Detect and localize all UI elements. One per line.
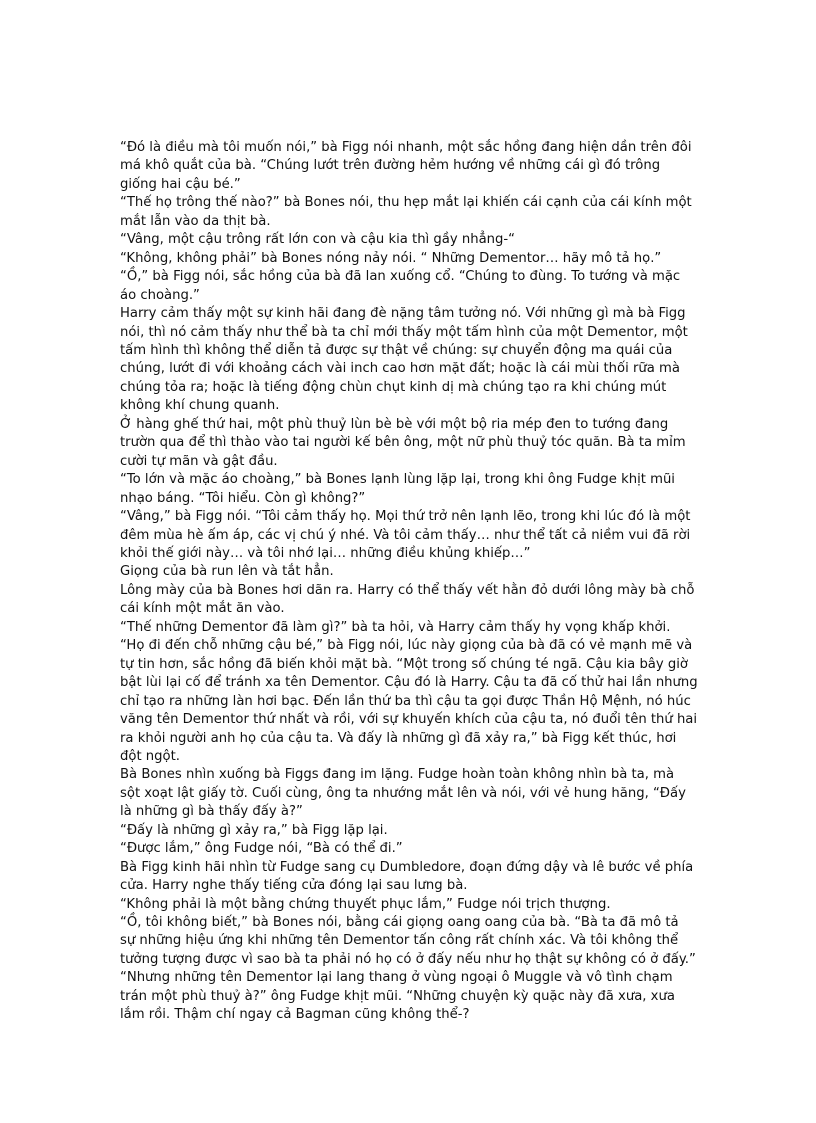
paragraph: “To lớn và mặc áo choàng,” bà Bones lạnh lùng lặp lại, trong khi ông Fudge khịt mũi nhạo báng. “Tôi hiểu. Còn gì không?” [120, 472, 675, 506]
paragraph: “Không phải là một bằng chứng thuyết phục lắm,” Fudge nói trịch thượng. [120, 896, 611, 912]
body-text [120, 139, 698, 1025]
paragraph: “Nhưng những tên Dementor lại lang thang ở vùng ngoại ô Muggle và vô tình chạm trán một phù thuỷ à?” ông Fudge khịt mũi. “Những chuyện kỳ quặc này đã xưa, xưa lắm rồi. Thậm chí ngay cả Bagman cũng không thể-? [120, 970, 675, 1023]
paragraph: “Đấy là những gì xảy ra,” bà Figg lặp lại. [120, 822, 388, 838]
paragraph: “Họ đi đến chỗ những cậu bé,” bà Figg nói, lúc này giọng của bà đã có vẻ mạnh mẽ và tự tin hơn, sắc hồng đã biến khỏi mặt bà. “Một trong số chúng té ngã. Cậu kia bây giờ bật lùi lại cố để tránh xa tên Dementor. Cậu đó là Harry. Cậu ta đã cố thử hai lần nhưng chỉ tạo ra những làn hơi bạc. Đến lần thứ ba thì cậu ta gọi được Thần Hộ Mệnh, nó húc văng tên Dementor thứ nhất và rồi, với sự khuyến khích của cậu ta, nó đuổi tên thứ hai ra khỏi người anh họ của cậu ta. Và đấy là những gì đã xảy ra,” bà Figg kết thúc, hơi đột ngột. [120, 638, 698, 764]
paragraph: Ở hàng ghế thứ hai, một phù thuỷ lùn bè bè với một bộ ria mép đen to tướng đang trườn qua để thì thào vào tai người kế bên ông, một nữ phù thuỷ tóc quăn. Bà ta mỉm cười tự mãn và gật đầu. [120, 416, 686, 469]
paragraph: “Ồ,” bà Figg nói, sắc hồng của bà đã lan xuống cổ. “Chúng to đùng. To tướng và mặc áo choàng.” [120, 269, 681, 303]
paragraph: Lông mày của bà Bones hơi dãn ra. Harry có thể thấy vết hằn đỏ dưới lông mày bà chỗ cái kính một mắt ăn vào. [120, 582, 695, 617]
paragraph: “Thế họ trông thế nào?” bà Bones nói, thu hẹp mắt lại khiến cái cạnh của cái kính một mắt lẫn vào da thịt bà. [120, 195, 692, 229]
paragraph: “Ồ, tôi không biết,” bà Bones nói, bằng cái giọng oang oang của bà. “Bà ta đã mô tả sự những hiệu ứng khi những tên Dementor tấn công rất chính xác. Và tôi không thể tưởng tượng được vì sao bà ta phải nó họ có ở đấy nếu như họ thật sự không có ở đấy.” [120, 915, 696, 967]
paragraph: “Đó là điều mà tôi muốn nói,” bà Figg nói nhanh, một sắc hồng đang hiện dần trên đôi má khô quắt của bà. “Chúng lướt trên đường hẻm hướng về những cái gì đó trông giống hai cậu bé.” [120, 140, 692, 192]
paragraph: Harry cảm thấy một sự kinh hãi đang đè nặng tâm tưởng nó. Với những gì mà bà Figg nói, thì nó cảm thấy như thể bà ta chỉ mới thấy một tấm hình của một Dementor, một tấm hình thì không thể diễn tả được sự thật về chúng: sự chuyển động ma quái của chúng, lướt đi với khoảng cách vài inch cao hơn mặt đất; hoặc là cái mùi thối rữa mà chúng tỏa ra; hoặc là tiếng động chùn chụt kinh dị mà chúng tạo ra khi chúng mút không khí chung quanh. [120, 306, 688, 414]
paragraph: “Được lắm,” ông Fudge nói, “Bà có thể đi.” [120, 841, 403, 857]
paragraph: Giọng của bà run lên và tắt hẳn. [120, 564, 334, 580]
paragraph: “Vâng,” bà Figg nói. “Tôi cảm thấy họ. Mọi thứ trở nên lạnh lẽo, trong khi lúc đó là một đêm mùa hè ấm áp, các vị chú ý nhé. Và tôi cảm thấy… như thể tất cả niềm vui đã rời khỏi thế giới này… và tôi nhớ lại… những điều khủng khiếp…” [120, 509, 691, 561]
paragraph: “Không, không phải” bà Bones nóng nảy nói. “ Những Dementor… hãy mô tả họ.” [120, 250, 662, 266]
paragraph: Bà Bones nhìn xuống bà Figgs đang im lặng. Fudge hoàn toàn không nhìn bà ta, mà sột xoạt lật giấy tờ. Cuối cùng, ông ta nhướng mắt lên và nói, với vẻ hung hăng, “Đấy là những gì bà thấy đấy à?” [120, 767, 686, 820]
paragraph: Bà Figg kinh hãi nhìn từ Fudge sang cụ Dumbledore, đoạn đứng dậy và lê bước về phía cửa. Harry nghe thấy tiếng cửa đóng lại sau lưng bà. [120, 859, 694, 894]
paragraph: “Vâng, một cậu trông rất lớn con và cậu kia thì gầy nhẳng-“ [120, 232, 515, 248]
paragraph: “Thế những Dementor đã làm gì?” bà ta hỏi, và Harry cảm thấy hy vọng khấp khởi. [120, 619, 671, 635]
